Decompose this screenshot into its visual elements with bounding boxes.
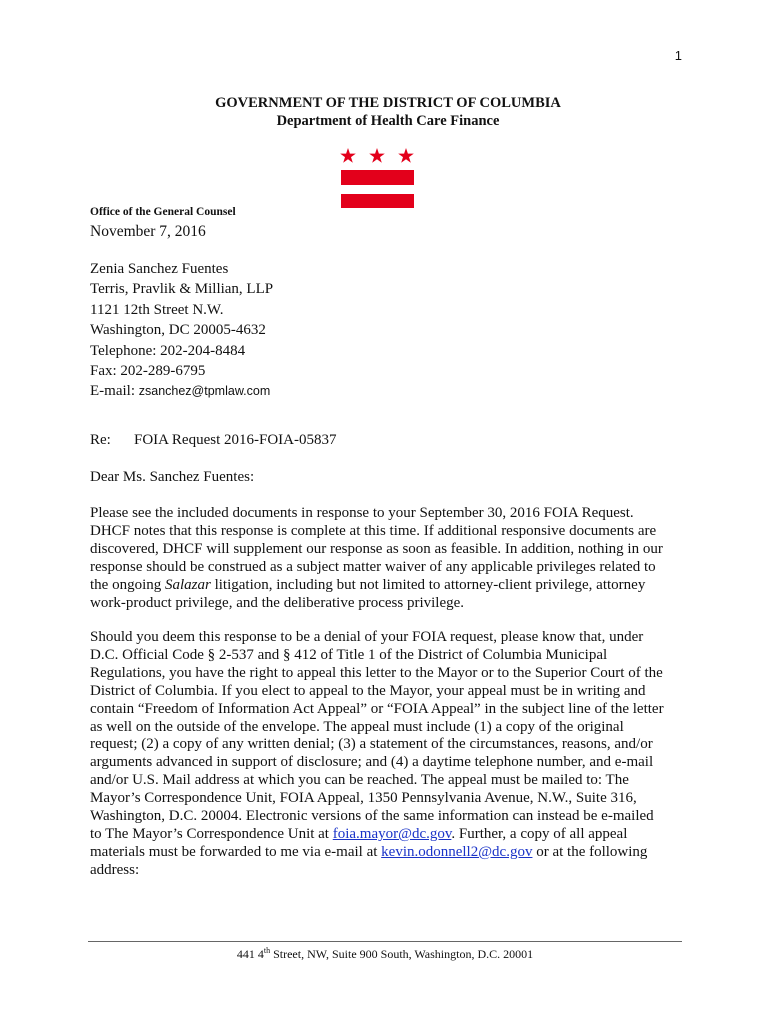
- paragraph-line: Regulations, you have the right to appeal this letter to the Mayor or to the Superior Court of the: [90, 664, 663, 681]
- case-name: Salazar: [165, 576, 211, 593]
- dc-flag-logo: [339, 146, 415, 210]
- paragraph-line: discovered, DHCF will supplement our response as soon as feasible. In addition, nothing in our: [90, 540, 663, 557]
- recipient-address: [90, 259, 273, 402]
- paragraph-line: Washington, D.C. 20004. Electronic versions of the same information can instead be e-mailed: [90, 808, 654, 825]
- paragraph-line: District of Columbia. If you elect to appeal to the Mayor, your appeal must be in writing and: [90, 682, 646, 699]
- text-span: to The Mayor’s Correspondence Unit at: [90, 825, 333, 842]
- recipient-name: Zenia Sanchez Fuentes: [90, 261, 229, 277]
- star-icon: [398, 148, 414, 163]
- superscript: th: [263, 946, 271, 955]
- recipient-firm: Terris, Pravlik & Millian, LLP: [90, 281, 274, 298]
- star-icon: [369, 148, 385, 163]
- text-span: Street, NW, Suite 900 South, Washington, D.C. 20001: [270, 947, 534, 961]
- text-span: or at the following: [532, 843, 648, 860]
- text-span: 441 4: [236, 947, 264, 961]
- foia-mayor-email-link[interactable]: foia.mayor@dc.gov: [332, 825, 452, 842]
- re-label: Re:: [90, 432, 111, 448]
- paragraph-line: Mayor’s Correspondence Unit, FOIA Appeal, 1350 Pennsylvania Avenue, N.W., Suite 316,: [90, 790, 637, 807]
- paragraph-line: [90, 844, 664, 862]
- government-title: GOVERNMENT OF THE DISTRICT OF COLUMBIA: [215, 95, 561, 111]
- text-span: . Further, a copy of all appeal: [451, 825, 628, 842]
- paragraph-line: D.C. Official Code § 2-537 and § 412 of Title 1 of the District of Columbia Municipal: [90, 646, 608, 663]
- page-number: 1: [674, 48, 682, 63]
- text-span: the ongoing: [90, 576, 165, 593]
- recipient-fax: Fax: 202-289-6795: [90, 363, 206, 380]
- paragraph-line: contain “Freedom of Information Act Appeal” or “FOIA Appeal” in the subject line of the letter: [90, 700, 664, 717]
- letter-date: November 7, 2016: [90, 223, 206, 240]
- recipient-email-line: [90, 381, 273, 401]
- paragraph-line: DHCF notes that this response is complete at this time. If additional responsive documents are: [90, 522, 657, 539]
- paragraph-line: Should you deem this response to be a denial of your FOIA request, please know that, under: [90, 629, 644, 645]
- star-icon: [340, 148, 356, 163]
- recipient-telephone: Telephone: 202-204-8484: [90, 342, 246, 359]
- footer-divider: [88, 941, 682, 942]
- paragraph-line: Please see the included documents in response to your September 30, 2016 FOIA Request.: [90, 505, 634, 521]
- department-title: Department of Health Care Finance: [276, 113, 500, 129]
- text-span: litigation, including but not limited to attorney-client privilege, attorney: [210, 576, 646, 593]
- office-name: Office of the General Counsel: [90, 206, 236, 218]
- paragraph-line: address:: [90, 861, 140, 878]
- paragraph-line: [90, 826, 664, 844]
- flag-bar-top: [341, 170, 414, 185]
- salutation: Dear Ms. Sanchez Fuentes:: [90, 469, 255, 485]
- paragraph-line: and/or U.S. Mail address at which you can be reached. The appeal must be mailed to: The: [90, 772, 629, 789]
- recipient-city: Washington, DC 20005-4632: [90, 322, 266, 339]
- re-subject: FOIA Request 2016-FOIA-05837: [134, 432, 337, 448]
- paragraph-line: arguments advanced in support of disclosure; and (4) a daytime telephone number, and e-mail: [90, 754, 654, 771]
- text-span: materials must be forwarded to me via e-mail at: [90, 843, 382, 860]
- footer-address: [0, 946, 770, 962]
- paragraph-line: work-product privilege, and the deliberative process privilege.: [90, 594, 465, 611]
- recipient-street: 1121 12th Street N.W.: [90, 301, 224, 318]
- paragraph-line: as well on the outside of the envelope. The appeal must include (1) a copy of the original: [90, 718, 624, 735]
- paragraph-line: request; (2) a copy of any written denial; (3) a statement of the circumstances, reasons, and/or: [90, 736, 653, 753]
- paragraph-line: [90, 577, 663, 595]
- email-label: E-mail:: [90, 383, 139, 400]
- flag-bar-bottom: [341, 194, 414, 208]
- paragraph-line: response should be construed as a subject matter waiver of any applicable privileges related to: [90, 558, 656, 575]
- counsel-email-link[interactable]: kevin.odonnell2@dc.gov: [381, 843, 533, 860]
- letterhead: [0, 94, 770, 130]
- subject-line: [90, 432, 337, 449]
- paragraph-response: [90, 505, 663, 612]
- recipient-email: zsanchez@tpmlaw.com: [138, 384, 271, 399]
- paragraph-appeal: [90, 629, 664, 880]
